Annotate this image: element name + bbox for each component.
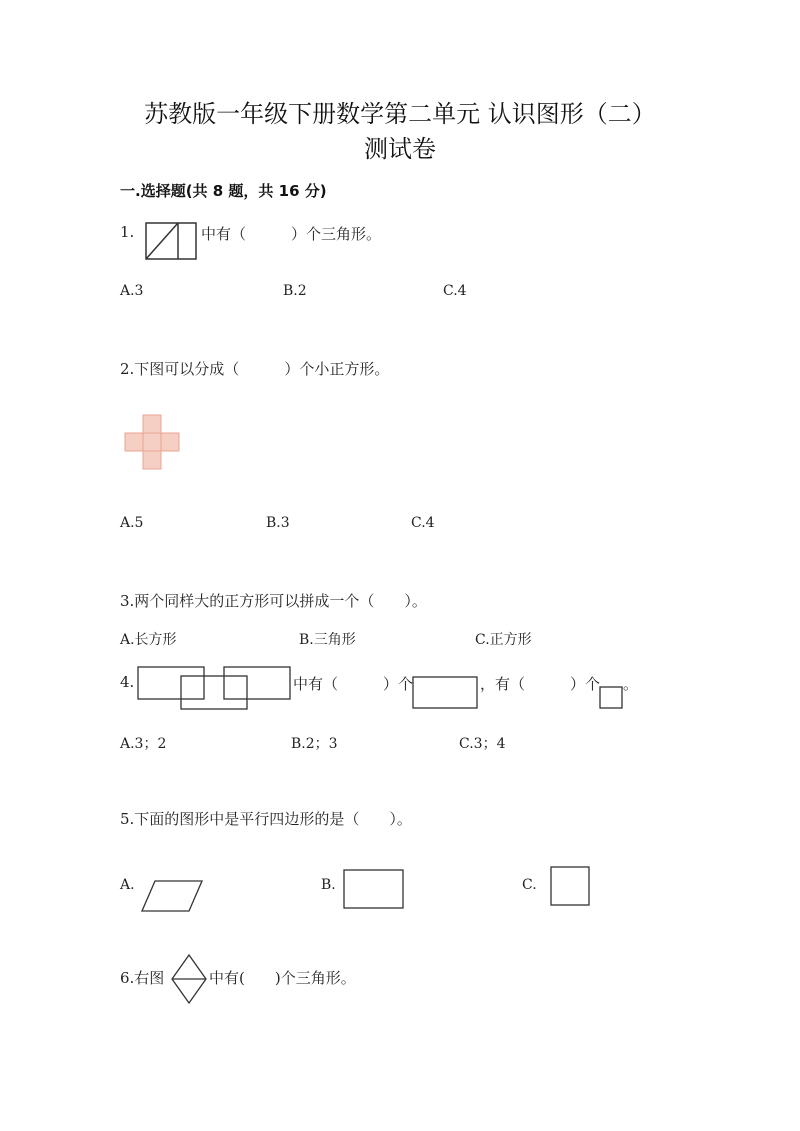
question-4-text-c: 。 <box>623 675 639 693</box>
question-6-text-b: 中有( )个三角形。 <box>209 969 356 987</box>
question-2-option-b[interactable]: B.3 <box>266 515 290 531</box>
question-2-option-c[interactable]: C.4 <box>411 515 435 531</box>
question-5-rectangle-figure <box>343 869 404 909</box>
question-6-text-a: 6.右图 <box>120 969 165 987</box>
question-5-square-figure <box>550 866 590 906</box>
question-4-rectangles-figure <box>137 666 292 711</box>
section-heading: 一.选择题(共 8 题，共 16 分) <box>120 182 327 200</box>
question-1-number: 1. <box>120 223 135 241</box>
question-1-text: 中有（ ）个三角形。 <box>201 225 382 243</box>
question-2-option-a[interactable]: A.5 <box>120 515 144 531</box>
question-1-figure <box>145 222 197 260</box>
question-4-option-b[interactable]: B.2；3 <box>291 736 338 752</box>
question-1-option-b[interactable]: B.2 <box>283 283 307 299</box>
question-5-option-c[interactable]: C. <box>522 877 537 893</box>
question-4-rectangle-icon <box>412 676 478 709</box>
question-4-number: 4. <box>120 673 135 691</box>
question-5-option-b[interactable]: B. <box>321 877 336 893</box>
question-3-text: 3.两个同样大的正方形可以拼成一个（ ）。 <box>120 592 427 610</box>
page-title: 苏教版一年级下册数学第二单元 认识图形（二） <box>144 100 656 128</box>
question-5-text: 5.下面的图形中是平行四边形的是（ ）。 <box>120 810 412 828</box>
question-4-text-b: ，有（ ）个 <box>480 675 601 693</box>
question-5-option-a[interactable]: A. <box>120 877 135 893</box>
question-5-parallelogram-figure <box>141 880 203 912</box>
question-3-option-a[interactable]: A.长方形 <box>120 632 177 648</box>
question-6-rhombus-figure <box>171 954 207 1004</box>
page-subtitle: 测试卷 <box>364 135 436 163</box>
question-3-option-b[interactable]: B.三角形 <box>299 632 356 648</box>
question-4-option-c[interactable]: C.3；4 <box>459 736 506 752</box>
question-4-option-a[interactable]: A.3；2 <box>120 736 167 752</box>
question-4-square-icon <box>599 686 623 709</box>
question-1-option-c[interactable]: C.4 <box>443 283 467 299</box>
question-4-text-a: 中有（ ）个 <box>293 675 414 693</box>
question-2-cross-figure <box>125 415 179 469</box>
question-2-text: 2.下图可以分成（ ）个小正方形。 <box>120 360 390 378</box>
question-3-option-c[interactable]: C.正方形 <box>475 632 532 648</box>
question-1-option-a[interactable]: A.3 <box>120 283 144 299</box>
